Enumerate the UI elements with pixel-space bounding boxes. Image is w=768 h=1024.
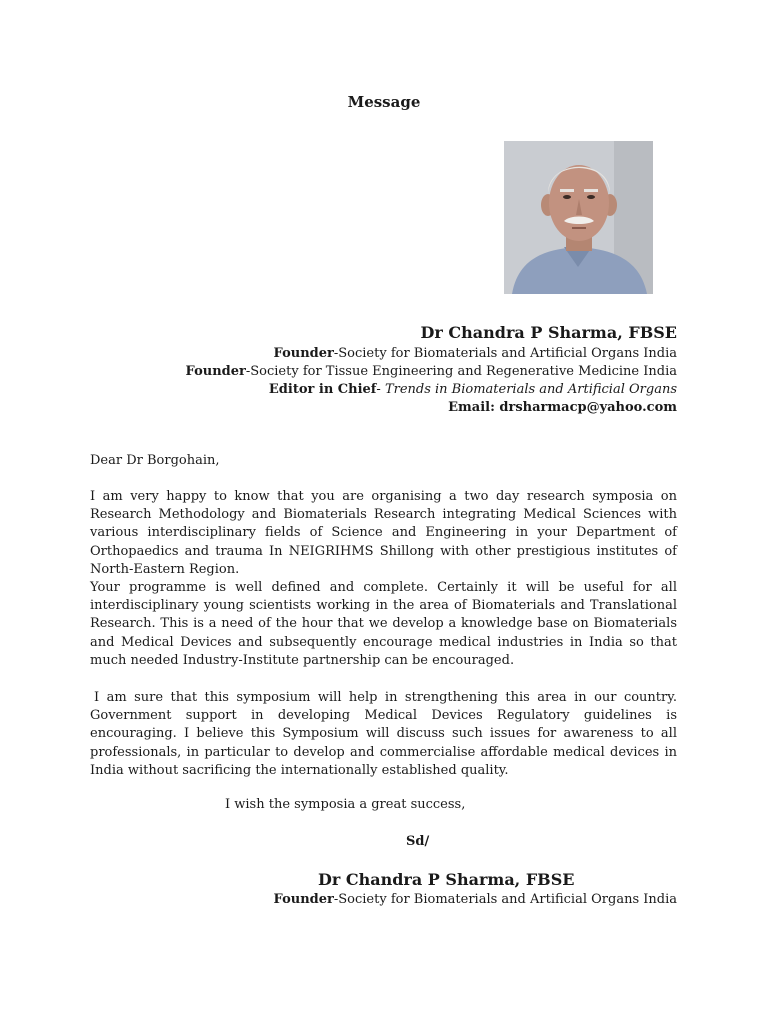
email-line: Email: drsharmacp@yahoo.com <box>448 400 677 415</box>
page-title: Message <box>347 93 421 111</box>
editor-line <box>269 381 677 399</box>
affiliation-text: -Society for Biomaterials and Artificial Organs India <box>333 346 677 361</box>
author-name: Dr Chandra P Sharma, FBSE <box>420 323 677 342</box>
role-label: Founder <box>273 892 334 907</box>
signature-affiliation <box>274 891 677 909</box>
signoff: Sd/ <box>406 834 430 849</box>
portrait-photo <box>504 141 653 294</box>
affiliation-line-1 <box>274 345 677 363</box>
affiliation-line-2 <box>186 363 677 381</box>
salutation: Dear Dr Borgohain, <box>90 453 220 468</box>
signature-name: Dr Chandra P Sharma, FBSE <box>318 870 575 889</box>
portrait-image <box>504 141 653 294</box>
role-label: Editor in Chief <box>268 382 377 397</box>
separator: - <box>376 382 385 397</box>
closing-wish: I wish the symposia a great success, <box>225 797 466 812</box>
paragraph: Your programme is well defined and complete. Certainly it will be useful for all interdisciplinary young scientists working in the area of Biomaterials and Translational Research. This is a need of the hour that we develop a knowledge base on Biomaterials and Medical Devices and subsequently encourage medical industries in India so that much needed Industry-Institute partnership can be encouraged. <box>90 580 677 668</box>
role-label: Founder <box>185 364 246 379</box>
paragraph: I am very happy to know that you are organising a two day research symposia on Research Methodology and Biomaterials Research integrating Medical Sciences with various interdisciplinary fields of Science and Engineering in your Department of Orthopaedics and trauma In NEIGRIHMS Shillong with other prestigious institutes of North-Eastern Region. <box>90 489 677 577</box>
paragraph: I am sure that this symposium will help in strengthening this area in our country. Government support in developing Medical Devices Regulatory guidelines is encouraging. I believe this Symposium will discuss such issues for awareness to all professionals, in particular to develop and commercialise affordable medical devices in India without sacrificing the internationally established quality. <box>90 690 677 778</box>
journal-title: Trends in Biomaterials and Artificial Organs <box>384 382 677 397</box>
affiliation-text: -Society for Tissue Engineering and Regenerative Medicine India <box>245 364 677 379</box>
affiliation-text: -Society for Biomaterials and Artificial Organs India <box>333 892 677 907</box>
role-label: Founder <box>273 346 334 361</box>
